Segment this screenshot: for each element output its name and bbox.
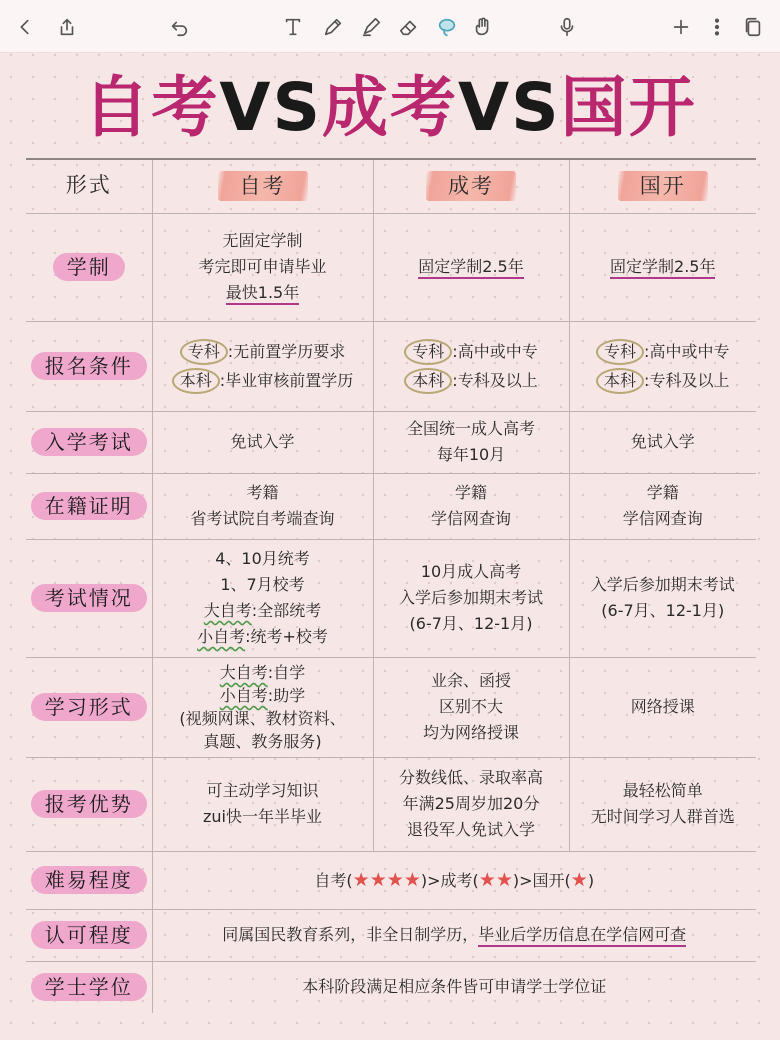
- header-corner: 形式: [26, 159, 152, 213]
- note-toolbar: [0, 0, 780, 53]
- cell-line: 最轻松简单: [622, 781, 703, 800]
- row-label-cell: [26, 909, 152, 961]
- table-cell: [373, 473, 569, 539]
- cell-line: 可主动学习知识: [206, 781, 319, 800]
- circled-tag: 本科: [404, 368, 452, 394]
- row-label: 考试情况: [31, 584, 147, 612]
- eraser-icon[interactable]: [396, 14, 422, 40]
- table-row: [26, 213, 756, 321]
- cell-line: 省考试院自考端查询: [190, 509, 335, 528]
- table-cell-merged: [152, 961, 756, 1013]
- table-row: [26, 909, 756, 961]
- table-cell: [152, 321, 373, 411]
- table-cell: [152, 473, 373, 539]
- table-row: [26, 473, 756, 539]
- cell-line: 均为网络授课: [422, 723, 519, 742]
- title-part-chengkao: 成考: [322, 69, 458, 146]
- back-icon[interactable]: [12, 14, 38, 40]
- table-cell: [373, 539, 569, 657]
- difficulty-guokai-stars: [570, 868, 588, 891]
- table-cell: [569, 757, 756, 851]
- table-cell: [569, 539, 756, 657]
- cell-text: :自学: [267, 663, 306, 682]
- cell-text: 本科阶段满足相应条件皆可申请学士学位证: [302, 977, 607, 997]
- title-vs: VS: [458, 69, 561, 146]
- difficulty-zikao-label: 自考: [314, 870, 347, 890]
- cell-text: :全部统考: [251, 601, 322, 620]
- table-cell: [152, 657, 373, 757]
- cell-line: 业余、函授: [430, 671, 511, 690]
- cell-line: 学籍: [454, 483, 487, 502]
- wavy-underlined-tag: 小自考: [197, 627, 246, 646]
- cell-line: 4、10月统考: [215, 549, 310, 568]
- title-part-guokai: 国开: [560, 69, 697, 146]
- row-label-cell: [26, 851, 152, 909]
- cell-line: 区别不大: [438, 697, 503, 716]
- cell-line: 无时间学习人群首选: [590, 807, 735, 826]
- star-icon: ★: [386, 868, 404, 891]
- row-label-cell: [26, 961, 152, 1013]
- cell-line: 真题、教务服务): [203, 732, 322, 751]
- cell-line: (6-7月、12-1月): [409, 614, 533, 633]
- difficulty-zikao-stars: [352, 868, 421, 891]
- cell-text-underlined: 固定学制2.5年: [418, 257, 523, 279]
- row-label: 入学考试: [31, 428, 147, 456]
- circled-tag: 本科: [172, 368, 220, 394]
- table-row: [26, 411, 756, 473]
- circled-tag: 专科: [180, 339, 228, 365]
- cell-text: 免试入学: [230, 432, 295, 451]
- mic-icon[interactable]: [554, 14, 580, 40]
- star-icon: ★: [352, 868, 370, 891]
- cell-line: 10月成人高考: [420, 562, 522, 581]
- title-vs: VS: [219, 69, 322, 146]
- table-cell: [569, 321, 756, 411]
- difficulty-guokai-label: >国开: [519, 870, 565, 890]
- cell-line: 考完即可申请毕业: [198, 257, 327, 276]
- row-label: 报考优势: [31, 790, 147, 818]
- circled-tag: 本科: [596, 368, 644, 394]
- cell-text: 同属国民教育系列，非全日制学历，: [222, 925, 479, 944]
- cell-line: 分数线低、录取率高: [398, 768, 543, 787]
- table-row: [26, 851, 756, 909]
- cell-line: 考籍: [246, 483, 279, 502]
- undo-icon[interactable]: [166, 14, 192, 40]
- cell-text: :无前置学历要求: [227, 342, 346, 361]
- cell-line: (视频网课、教材资料、: [179, 709, 346, 728]
- table-cell: [152, 757, 373, 851]
- cell-text: :助学: [267, 686, 306, 705]
- row-label-cell: [26, 473, 152, 539]
- row-label: 在籍证明: [31, 492, 147, 520]
- row-label: 难易程度: [31, 866, 147, 894]
- add-icon[interactable]: [668, 14, 694, 40]
- row-label: 报名条件: [31, 352, 147, 380]
- cell-text: :专科及以上: [452, 371, 538, 390]
- table-cell-merged: 自考(★★★★)>成考(★★)>国开(★): [152, 851, 756, 909]
- circled-tag: 专科: [596, 339, 644, 365]
- table-cell: [569, 657, 756, 757]
- page-title: [0, 66, 780, 150]
- table-cell: [569, 411, 756, 473]
- table-row: [26, 539, 756, 657]
- cell-text-underlined: 固定学制2.5年: [610, 257, 715, 279]
- cell-line: 入学后参加期末考试: [398, 588, 543, 607]
- wavy-underlined-tag: 小自考: [219, 686, 268, 705]
- cell-text: :统考+校考: [245, 627, 328, 646]
- row-label-cell: [26, 657, 152, 757]
- header-pill: 国开: [618, 171, 708, 201]
- cell-text: :毕业审核前置学历: [219, 371, 354, 390]
- row-label-cell: [26, 213, 152, 321]
- table-row: [26, 657, 756, 757]
- header-zikao: [152, 159, 373, 213]
- header-guokai: [569, 159, 756, 213]
- row-label-cell: [26, 539, 152, 657]
- table-row: [26, 757, 756, 851]
- cell-text: :高中或中专: [452, 342, 538, 361]
- table-cell: [569, 213, 756, 321]
- pen-icon[interactable]: [320, 14, 346, 40]
- more-icon[interactable]: [704, 14, 730, 40]
- cell-line: 学籍: [646, 483, 679, 502]
- share-icon[interactable]: [54, 14, 80, 40]
- cell-line: 年满25周岁加20分: [402, 794, 540, 813]
- table-cell: [373, 411, 569, 473]
- cell-line: 入学后参加期末考试: [590, 575, 735, 594]
- cell-text-underlined: 毕业后学历信息在学信网可查: [478, 925, 686, 947]
- row-label: 学士学位: [31, 973, 147, 1001]
- cell-text: :专科及以上: [644, 371, 730, 390]
- cell-line: 学信网查询: [622, 509, 703, 528]
- cell-line: 退役军人免试入学: [406, 820, 535, 839]
- lasso-icon[interactable]: [434, 14, 460, 40]
- cell-text: 网络授课: [630, 697, 695, 716]
- text-icon[interactable]: [280, 14, 306, 40]
- circled-tag: 专科: [404, 339, 452, 365]
- header-pill: 成考: [426, 171, 516, 201]
- table-cell: [373, 657, 569, 757]
- table-row: [26, 321, 756, 411]
- star-icon: ★: [570, 868, 588, 891]
- cell-line: 1、7月校考: [220, 575, 305, 594]
- row-label: 学制: [53, 253, 125, 281]
- table-cell: [152, 411, 373, 473]
- cell-line: 全国统一成人高考: [406, 419, 535, 438]
- table-cell: [373, 757, 569, 851]
- table-cell: [569, 473, 756, 539]
- header-chengkao: [373, 159, 569, 213]
- title-part-zikao: 自考: [83, 69, 220, 146]
- cell-text: :高中或中专: [644, 342, 730, 361]
- row-label: 认可程度: [31, 921, 147, 949]
- cell-line: 学信网查询: [430, 509, 511, 528]
- cell-line: (6-7月、12-1月): [601, 601, 725, 620]
- cell-line: 无固定学制: [222, 231, 303, 250]
- row-label-cell: [26, 757, 152, 851]
- table-cell-merged: [152, 909, 756, 961]
- wavy-underlined-tag: 大自考: [203, 601, 252, 620]
- comparison-table: [26, 158, 756, 1013]
- difficulty-chengkao-stars: [478, 868, 513, 891]
- header-pill: 自考: [218, 171, 308, 201]
- table-cell: [152, 213, 373, 321]
- star-icon: ★: [403, 868, 421, 891]
- table-header-row: [26, 159, 756, 213]
- cell-text: 免试入学: [630, 432, 695, 451]
- star-icon: ★: [369, 868, 387, 891]
- table-cell: [152, 539, 373, 657]
- gesture-icon[interactable]: [470, 14, 496, 40]
- row-label-cell: [26, 321, 152, 411]
- wavy-underlined-tag: 大自考: [219, 663, 268, 682]
- star-icon: ★: [478, 868, 496, 891]
- cell-line: 每年10月: [436, 445, 506, 464]
- table-cell: [373, 213, 569, 321]
- cell-line: zui快一年半毕业: [203, 807, 322, 826]
- star-icon: ★: [495, 868, 513, 891]
- pages-icon[interactable]: [740, 14, 766, 40]
- highlighter-icon[interactable]: [358, 14, 384, 40]
- table-cell: [373, 321, 569, 411]
- cell-line-underlined: 最快1.5年: [226, 283, 299, 305]
- difficulty-chengkao-label: >成考: [427, 870, 473, 890]
- table-row: [26, 961, 756, 1013]
- row-label-cell: [26, 411, 152, 473]
- row-label: 学习形式: [31, 693, 147, 721]
